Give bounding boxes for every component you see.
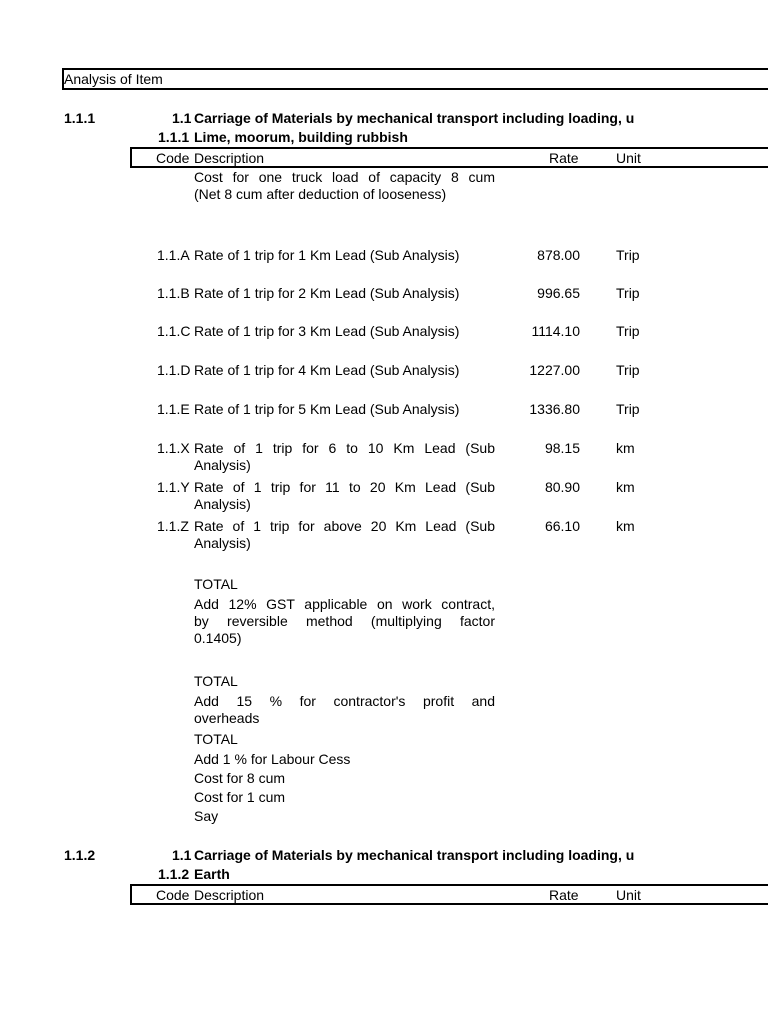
total-label: TOTAL — [194, 731, 238, 747]
section1-main-title: Carriage of Materials by mechanical transport including loading, u — [194, 110, 635, 126]
section2-sub-code: 1.1.2 — [158, 866, 190, 882]
section2-number: 1.1.2 — [64, 847, 96, 863]
row-description-line: Analysis) — [194, 496, 251, 512]
row-description — [194, 479, 495, 513]
gst-text-line: 0.1405) — [194, 630, 242, 646]
row-description: Rate of 1 trip for 4 Km Lead (Sub Analysis) — [194, 362, 460, 378]
row-description — [194, 440, 495, 474]
section2-col-description: Description — [194, 887, 265, 903]
row-unit: Trip — [616, 362, 640, 378]
section1-col-description: Description — [194, 150, 265, 166]
row-unit: Trip — [616, 285, 640, 301]
row-code: 1.1.A — [157, 247, 190, 263]
row-unit: Trip — [616, 323, 640, 339]
row-rate: 996.65 — [537, 285, 580, 301]
section2-col-rate: Rate — [549, 887, 579, 903]
row-description-line: Rate of 1 trip for above 20 Km Lead (Sub — [194, 518, 495, 534]
section2-table-top-border — [130, 884, 768, 886]
row-rate: 66.10 — [544, 518, 580, 534]
row-unit: km — [616, 440, 635, 456]
profit-text-line: Add 15 % for contractor's profit and — [194, 693, 495, 709]
gst-text-line: Add 12% GST applicable on work contract, — [194, 596, 495, 612]
total-label: TOTAL — [194, 673, 238, 689]
section1-col-unit: Unit — [616, 150, 641, 166]
section2-col-unit: Unit — [616, 887, 641, 903]
intro-line-1: Cost for one truck load of capacity 8 cum — [194, 169, 495, 185]
section2-main-title: Carriage of Materials by mechanical transport including loading, u — [194, 847, 635, 863]
section2-col-code: Code — [156, 887, 190, 903]
gst-line — [194, 596, 495, 647]
row-rate: 1114.10 — [531, 323, 580, 339]
row-unit: km — [616, 479, 635, 495]
section2-sub-title: Earth — [194, 866, 230, 882]
row-description-line: Rate of 1 trip for 11 to 20 Km Lead (Sub — [194, 479, 495, 495]
row-description-line: Analysis) — [194, 535, 251, 551]
gst-text-line: by reversible method (multiplying factor — [194, 613, 495, 629]
row-code: 1.1.B — [157, 285, 190, 301]
header-top-border — [62, 68, 768, 70]
section2-table-left-border — [130, 884, 132, 905]
row-description: Rate of 1 trip for 3 Km Lead (Sub Analysis) — [194, 323, 460, 339]
row-description-line: Rate of 1 trip for 6 to 10 Km Lead (Sub — [194, 440, 495, 456]
intro-line-2: (Net 8 cum after deduction of looseness) — [194, 186, 447, 202]
row-code: 1.1.X — [157, 440, 190, 456]
labour-cess-line: Add 1 % for Labour Cess — [194, 751, 351, 767]
row-code: 1.1.E — [157, 401, 190, 417]
row-code: 1.1.Y — [157, 479, 190, 495]
section1-table-top-border — [130, 147, 768, 149]
row-unit: Trip — [616, 401, 640, 417]
row-rate: 878.00 — [537, 247, 580, 263]
row-description: Rate of 1 trip for 1 Km Lead (Sub Analysis) — [194, 247, 460, 263]
row-rate: 80.90 — [544, 479, 580, 495]
row-description-line: Analysis) — [194, 457, 251, 473]
row-code: 1.1.C — [157, 323, 191, 339]
row-rate: 1336.80 — [529, 401, 580, 417]
section1-intro — [194, 169, 495, 203]
row-description: Rate of 1 trip for 5 Km Lead (Sub Analysis) — [194, 401, 460, 417]
section2-main-code: 1.1 — [172, 847, 192, 863]
row-rate: 1227.00 — [529, 362, 580, 378]
row-unit: Trip — [616, 247, 640, 263]
header-bottom-border — [62, 88, 768, 90]
section1-sub-code: 1.1.1 — [158, 129, 190, 145]
total-label: TOTAL — [194, 576, 238, 592]
cost-1-cum-line: Cost for 1 cum — [194, 789, 286, 805]
section1-main-code: 1.1 — [172, 110, 192, 126]
row-code: 1.1.D — [157, 362, 191, 378]
section1-col-code: Code — [156, 150, 190, 166]
page-title: Analysis of Item — [64, 71, 163, 87]
profit-text-line: overheads — [194, 710, 260, 726]
section1-table-bottom-border — [130, 166, 768, 168]
section1-sub-title: Lime, moorum, building rubbish — [194, 129, 408, 145]
say-line: Say — [194, 808, 219, 824]
profit-line — [194, 693, 495, 727]
cost-8-cum-line: Cost for 8 cum — [194, 770, 286, 786]
row-description — [194, 518, 495, 552]
section1-col-rate: Rate — [549, 150, 579, 166]
section1-number: 1.1.1 — [64, 110, 96, 126]
row-unit: km — [616, 518, 635, 534]
row-description: Rate of 1 trip for 2 Km Lead (Sub Analysis) — [194, 285, 460, 301]
row-rate: 98.15 — [544, 440, 580, 456]
section2-table-bottom-border — [130, 903, 768, 905]
row-code: 1.1.Z — [157, 518, 189, 534]
section1-table-left-border — [130, 147, 132, 168]
